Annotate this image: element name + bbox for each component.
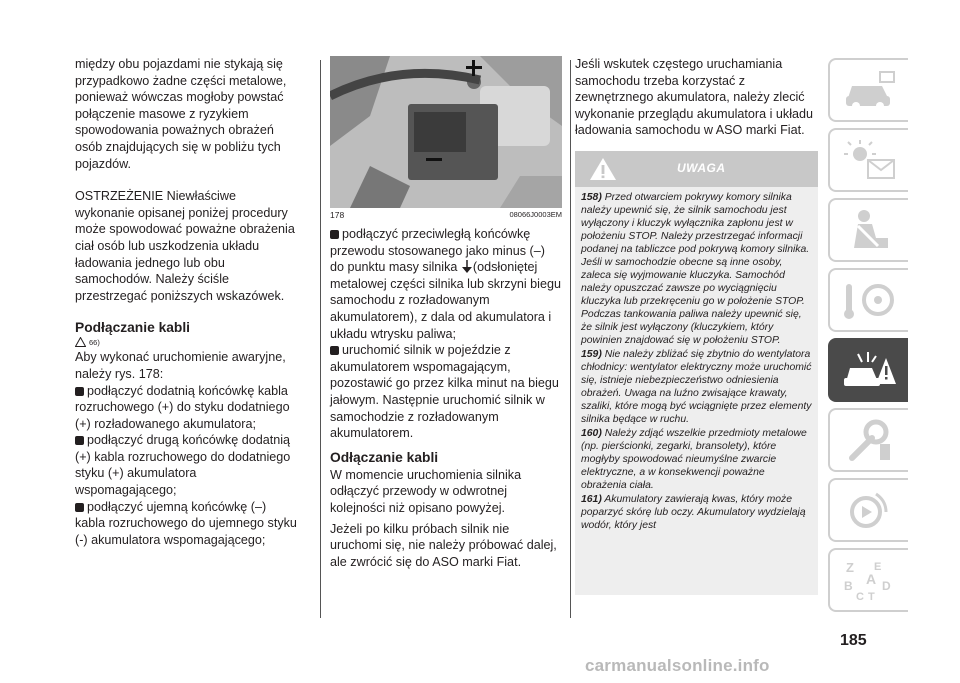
column-right [575,56,818,595]
warning-paragraph: OSTRZEŻENIE Niewłaściwe wykonanie opisanej poniżej procedury może spowodować poważne obrażenia ciał osób lub uszkodzenia układu ładowania jednego lub obu samochodów. Należy ściśle przestrzegać poniższych wskazówek. [75,189,295,303]
tab-index[interactable] [828,548,908,612]
bullet-icon [330,230,339,239]
warning-number: 159) [581,348,602,360]
svg-text:B: B [844,579,853,593]
warning-reference [75,337,297,347]
ground-symbol-icon [461,260,473,274]
car-dashboard-icon [842,68,898,112]
list-item [330,226,562,342]
warning-lights-icon [842,138,898,182]
warning-item [581,348,812,426]
warning-number: 158) [581,191,602,203]
column-divider [320,60,321,618]
svg-text:Z: Z [846,560,854,575]
warning-text: Nie należy zbliżać się zbytnio do wentylatora chłodnicy: wentylator elektryczny może uruchomić się, istnieje niebezpieczeństwo odniesienia obrażeń. Uwaga na luźno zwisające krawaty, szaliki, które mogą być wciągnięte przez elementy silnika będące w ruchu. [581,348,812,425]
list-item [75,499,297,549]
watermark-footer: carmanualsonline.info [585,656,770,675]
svg-text:E: E [874,561,882,573]
svg-text:T: T [868,591,875,602]
multimedia-icon [842,488,898,532]
battery-illustration [330,56,562,208]
warning-number: 161) [581,493,602,505]
paragraph: Jeżeli po kilku próbach silnik nie uruchomi się, nie należy próbować dalej, ale zwrócić się do ASO marki Fiat. [330,521,557,569]
reference-number: 66) [89,337,100,347]
paragraph: Jeśli wskutek częstego uruchamiania samochodu trzeba korzystać z zewnętrznego akumulatora, należy zlecić wykonanie przeglądu akumulatora i układu ładowania samochodu w ASO marki Fiat. [575,57,814,138]
list-item-text: podłączyć drugą końcówkę dodatnią (+) kabla rozruchowego do dodatniego styku (+) akumulatora wspomagającego; [75,433,291,498]
svg-text:D: D [882,579,891,593]
warning-text: Należy zdjąć wszelkie przedmioty metalowe (np. pierścionki, zegarki, bransolety), które mogłyby spowodować nieumyślne zwarcie elektryczne, a w konsekwencji poważne obrażenia ciała. [581,427,807,491]
tab-steering-key[interactable] [828,268,908,332]
paragraph: między obu pojazdami nie stykają się przypadkowo żadne części metalowe, ponieważ wówczas mogłoby powstać połączenie masowe z ryzykiem spowodowania poważnych obrażeń osób znajdujących się w pobliżu tych pojazdów. [75,57,287,171]
warning-triangle-icon [589,157,617,181]
figure-caption [330,210,562,220]
tab-warning-lights[interactable] [828,128,908,192]
maintenance-icon [842,418,898,462]
tab-seat-safety[interactable] [828,198,908,262]
bullet-icon [330,346,339,355]
steering-key-icon [842,278,898,322]
engine-bay-photo [330,56,562,208]
column-left [75,56,297,548]
section-heading-connecting: Podłączanie kabli [75,320,191,336]
bullet-icon [75,436,84,445]
column-divider [570,60,571,618]
list-item-text: podłączyć ujemną końcówkę (–) kabla rozruchowego do ujemnego styku (-) akumulatora wspomagającego; [75,499,297,547]
warning-box [575,187,818,595]
tab-maintenance[interactable] [828,408,908,472]
list-item-text: uruchomić silnik w pojeździe z akumulatorem wspomagającym, pozostawić go przez kilka minut na biegu jałowym. Następnie uruchomić silnik w samochodzie z rozładowanym akumulatorem. [330,343,559,441]
paragraph: W momencie uruchomienia silnika odłączyć przewody w odwrotnej kolejności niż opisano powyżej. [330,467,522,515]
bullet-icon [75,387,84,396]
column-middle [330,56,562,570]
figure-number: 178 [330,210,345,220]
chapter-tabs [828,58,908,618]
warning-number: 160) [581,427,602,439]
seat-safety-icon [842,208,898,252]
list-item-text: podłączyć dodatnią końcówkę kabla rozruchowego (+) do styku dodatniego (+) rozładowanego akumulatora; [75,383,290,431]
warning-triangle-icon [75,337,86,347]
tab-multimedia[interactable] [828,478,908,542]
warning-item [581,427,812,492]
list-item [330,342,562,442]
index-icon [842,558,898,602]
warning-text: Akumulatory zawierają kwas, który może poparzyć skórę lub oczy. Akumulatory wydzielają wodór, który jest [581,493,806,531]
tab-car-dashboard[interactable] [828,58,908,122]
list-item-text: (odsłoniętej metalowej części silnika lub skrzyni biegu samochodu z rozładowanym akumulatorem), z dala od akumulatora i układu wtrysku paliwa; [330,260,561,341]
warning-text: Przed otwarciem pokrywy komory silnika należy upewnić się, że silnik samochodu jest wyłączony i kluczyk wyłącznika zapłonu jest w położeniu STOP. Należy przestrzegać informacji podanej na tabliczce pod pokrywą komory silnika. Jeśli w samochodzie obecne są inne osoby, zaleca się wyjmowanie kluczyka. Samochód należy opuszczać zawsze po wyciągnięciu kluczyka lub przekręceniu go w położenie STOP. Podczas tankowania paliwa należy upewnić się, że silnik jest wyłączony (kluczykiem, który powinien znajdować się w położeniu STOP. [581,191,810,346]
warning-item [581,493,812,532]
svg-text:C: C [856,591,864,602]
list-item-text: podłączyć przeciwległą końcówkę przewodu stosowanego jako minus (–) do punktu masy silnika [330,227,545,275]
figure-code: 08066J0003EM [509,210,562,219]
warning-item [581,191,812,347]
bullet-icon [75,503,84,512]
svg-text:A: A [866,571,877,587]
paragraph: Aby wykonać uruchomienie awaryjne, należy rys. 178: [75,350,286,381]
warning-header [575,151,818,187]
tab-emergency[interactable] [828,338,908,402]
page-number: 185 [840,632,867,649]
list-item [75,383,297,433]
list-item [75,432,297,498]
section-heading-disconnecting: Odłączanie kabli [330,449,439,465]
emergency-icon [842,348,898,392]
warning-label: UWAGA [677,160,726,175]
